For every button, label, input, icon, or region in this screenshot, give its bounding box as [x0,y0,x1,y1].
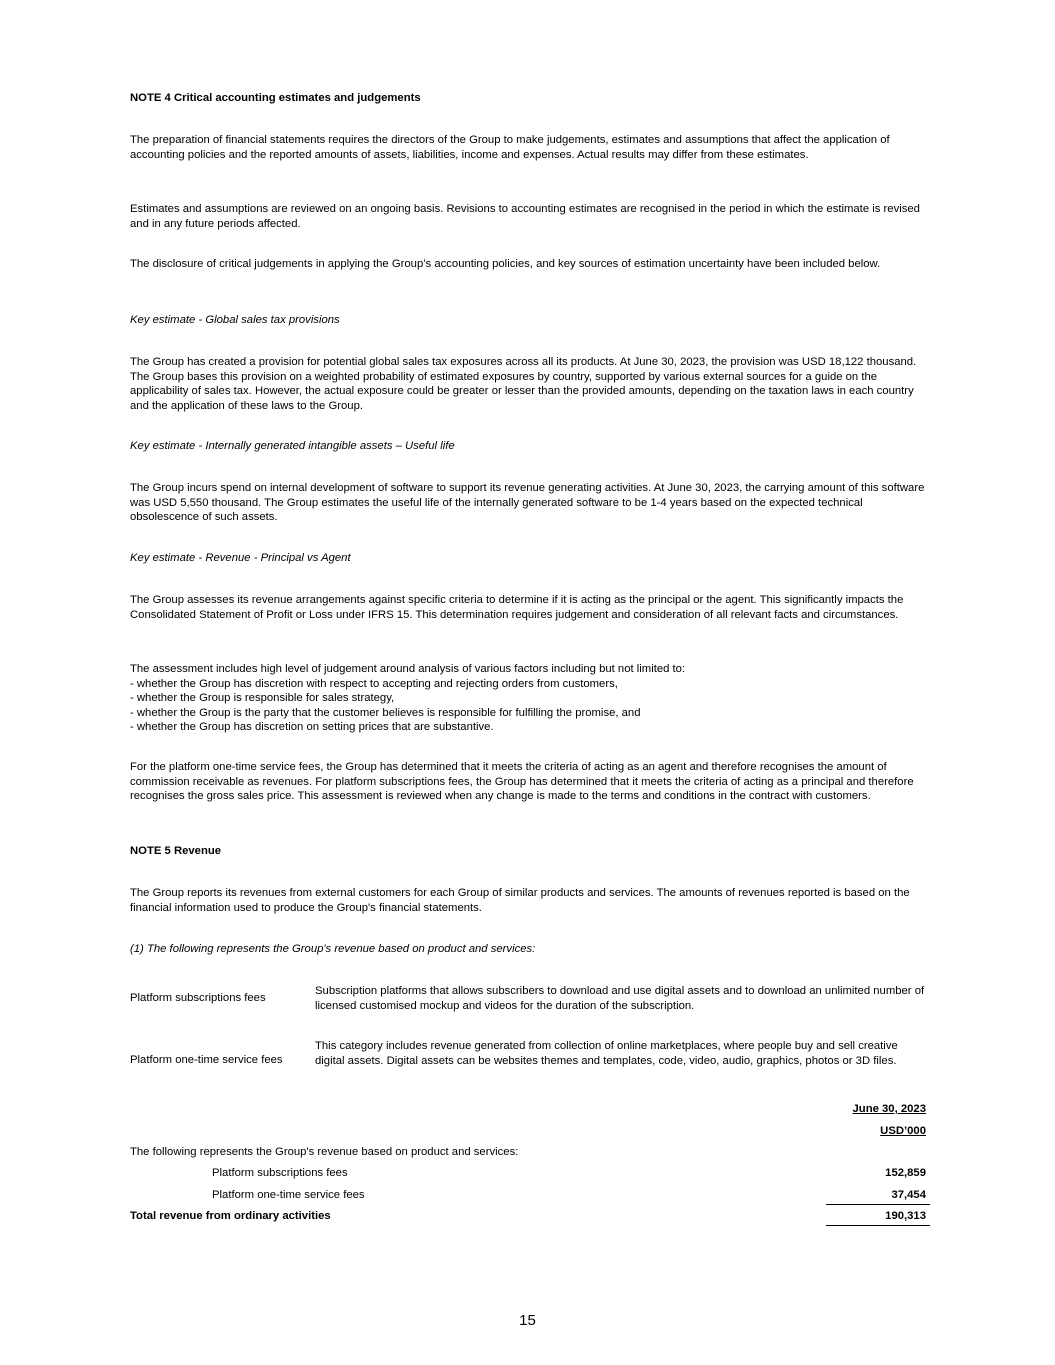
list-item: - whether the Group is responsible for sales strategy, [130,692,395,705]
list-item: - whether the Group has discretion with respect to accepting and rejecting orders from customers, [130,677,618,690]
list-item: - whether the Group is the party that the customer believes is responsible for fulfilling the promise, and [130,706,641,719]
category-label: Platform one-time service fees [130,1054,283,1066]
category-row-subscriptions [130,984,930,1014]
note4-paragraph-3: The disclosure of critical judgements in applying the Group’s accounting policies, and key sources of estimation uncertainty have been included below. [130,258,881,270]
note5-heading: NOTE 5 Revenue [130,845,222,857]
note4-paragraph-1: The preparation of financial statements requires the directors of the Group to make judgements, estimates and assumptions that affect the application of accounting policies and the reported amounts of assets, liabilities, income and expenses. Actual results may differ from these estimates. [130,134,890,161]
revenue-table [130,1102,930,1232]
category-description: Subscription platforms that allows subscribers to download and use digital assets and to download an unlimited number of licensed customised mockup and videos for the duration of the subscription. [315,985,925,1012]
subtotal-rule [826,1204,930,1205]
table-intro: The following represents the Group's revenue based on product and services: [130,1146,519,1158]
total-value: 190,313 [885,1210,926,1222]
table-row-label: Platform subscriptions fees [212,1167,348,1179]
estimate-2-title: Key estimate - Internally generated intangible assets – Useful life [130,440,455,452]
estimate-3-title: Key estimate - Revenue - Principal vs Agent [130,552,351,564]
table-row-value: 37,454 [891,1189,926,1201]
list-item: - whether the Group has discretion on setting prices that are substantive. [130,721,494,734]
note4-heading: NOTE 4 Critical accounting estimates and judgements [130,92,421,104]
column-header-unit: USD’000 [880,1125,926,1137]
page-number: 15 [519,1312,536,1329]
estimate-1-title: Key estimate - Global sales tax provisions [130,314,340,326]
total-label: Total revenue from ordinary activities [130,1210,331,1222]
note4-paragraph-2: Estimates and assumptions are reviewed on an ongoing basis. Revisions to accounting estimates are recognised in the period in which the estimate is revised and in any future periods affected. [130,203,920,230]
platform-fees-paragraph: For the platform one-time service fees, the Group has determined that it meets the criteria of acting as an agent and therefore recognises the amount of commission receivable as revenues. For platform subscriptions fees, the Group has determined that it meets the criteria of acting as a principal and therefore recognises the gross sales price. This assessment is reviewed when any change is made to the terms and conditions in the contract with customers. [130,761,914,803]
category-row-one-time [130,1039,930,1084]
category-description: This category includes revenue generated from collection of online marketplaces, where people buy and sell creative digital assets. Digital assets can be websites themes and templates, code, video, audio, graphics, photos or 3D files. [315,1040,898,1067]
table-row-value: 152,859 [885,1167,926,1179]
assessment-intro: The assessment includes high level of judgement around analysis of various factors including but not limited to: [130,663,686,675]
total-rule [826,1225,930,1226]
table-row-label: Platform one-time service fees [212,1189,365,1201]
note5-subheading: (1) The following represents the Group's revenue based on product and services: [130,943,536,955]
category-label: Platform subscriptions fees [130,992,266,1004]
estimate-2-body: The Group incurs spend on internal development of software to support its revenue generating activities. At June 30, 2023, the carrying amount of this software was USD 5,550 thousand. The Group estimates the useful life of the internally generated software to be 1-4 years based on the expected technical obsolescence of such assets. [130,482,925,524]
estimate-3-body: The Group assesses its revenue arrangements against specific criteria to determine if it is acting as the principal or the agent. This significantly impacts the Consolidated Statement of Profit or Loss under IFRS 15. This determination requires judgement and consideration of all relevant facts and circumstances. [130,594,904,621]
assessment-list [130,662,930,735]
column-header-date: June 30, 2023 [852,1103,926,1115]
estimate-1-body: The Group has created a provision for potential global sales tax exposures across all its products. At June 30, 2023, the provision was USD 18,122 thousand. The Group bases this provision on a weighted probability of estimated exposures by country, supported by various external sources for a guide on the applicability of sales tax. However, the actual exposure could be greater or lesser than the provided amounts, depending on the taxation laws in each country and the application of these laws to the Group. [130,356,917,412]
note5-paragraph-1: The Group reports its revenues from external customers for each Group of similar products and services. The amounts of revenues reported is based on the financial information used to produce the Group's financial statements. [130,887,910,914]
